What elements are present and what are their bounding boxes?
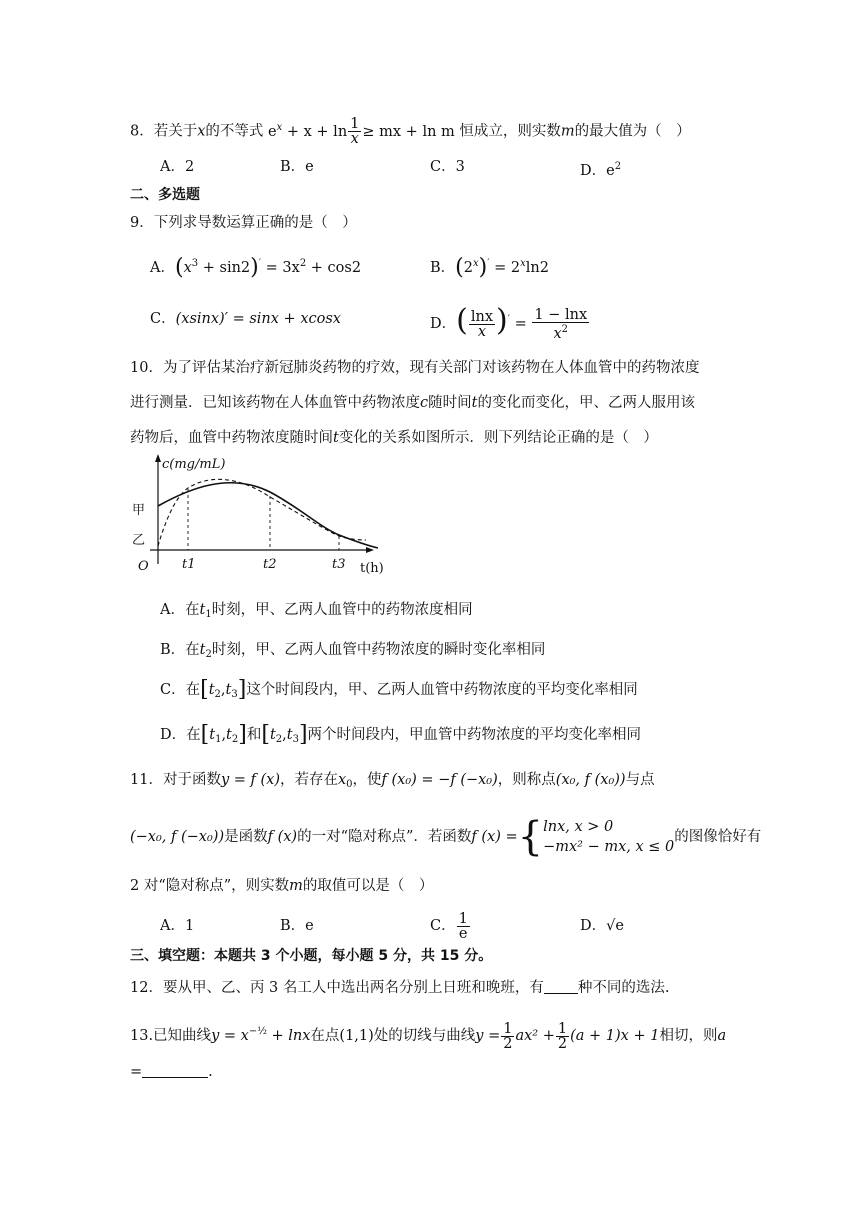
q8-option-b[interactable]: B．e — [280, 159, 314, 175]
q8-number: 8． — [130, 123, 154, 140]
q8-text: 恒成立，则实数 — [459, 123, 561, 140]
series-label-yi: 乙 — [132, 533, 146, 548]
q8-var-x: x — [197, 123, 206, 140]
concentration-chart — [130, 452, 390, 580]
q11-stem-line1: 11．对于函数y = f (x)，若存在$x_0$，使f (x₀) = −f (−x₀)，则称点(x₀, f (x₀))与点 — [130, 772, 655, 790]
q10-stem-line1: 10．为了评估某治疗新冠肺炎药物的疗效，现有关部门对该药物在人体血管中的药物浓度 — [130, 360, 700, 376]
q13-stem: 13.已知曲线$y = x^{-\frac{1}{2}} + \ln x$在点(1,1)处的切线与曲线y = $\frac{1}{2}$ ax² + $\frac{1}{2}$ (a + 1)x + 1相切，则a — [130, 1020, 727, 1052]
q8-option-c[interactable]: C．3 — [430, 159, 465, 175]
x-axis-arrow — [366, 547, 374, 553]
q9-stem: 9．下列求导数运算正确的是（ ） — [130, 215, 357, 231]
series-label-jia: 甲 — [132, 503, 146, 518]
q9-option-b[interactable]: B．$(2^x)' = 2^x\ln 2$ — [430, 255, 549, 280]
q11-option-c[interactable]: C． $\frac{1}{e}$ — [430, 910, 468, 942]
q11-option-d[interactable]: D．√e — [580, 918, 624, 934]
q9-option-c[interactable]: C．(xsinx)′ = sinx + xcosx — [150, 311, 341, 327]
section-title-fill: 三、填空题：本题共 3 个小题，每小题 5 分，共 15 分。 — [130, 948, 493, 964]
q11-option-a[interactable]: A．1 — [160, 918, 195, 934]
q11-stem-line2: (−x₀, f (−x₀))是函数f (x)的一对“隐对称点”．若函数f (x) ={ lnx, x > 0 −mx² − mx, x ≤ 0 的图像恰好有 — [130, 814, 762, 860]
q10-option-b[interactable]: B．在$t_2$时刻，甲、乙两人血管中药物浓度的瞬时变化率相同 — [160, 642, 546, 660]
q13-answer-line: = . — [130, 1064, 213, 1080]
q8-text: 的最大值为（ ） — [574, 123, 691, 140]
q8-text: 若关于 — [153, 123, 198, 140]
series-yi-curve — [158, 479, 366, 546]
tick-label-t1: t1 — [182, 557, 196, 572]
q12-answer-blank[interactable] — [544, 979, 578, 994]
origin-label: O — [138, 559, 149, 574]
x-axis-label: t(h) — [360, 561, 384, 576]
q8-option-d[interactable]: D．$e^2$ — [580, 161, 622, 179]
q11-option-b[interactable]: B．e — [280, 918, 314, 934]
q9-option-a[interactable]: A．$(x^3 + \sin 2)' = 3x^2 + \cos 2$ — [150, 255, 362, 280]
q13-answer-blank[interactable] — [142, 1063, 208, 1078]
y-axis-label: c(mg/mL) — [162, 457, 226, 472]
q12-stem: 12．要从甲、乙、丙 3 名工人中选出两名分别上日班和晚班，有 种不同的选法. — [130, 980, 670, 996]
q8-text: 的不等式 — [205, 123, 264, 140]
q10-stem-line2: 进行测量．已知该药物在人体血管中药物浓度c随时间t的变化而变化，甲、乙两人服用该 — [130, 395, 695, 411]
q10-option-a[interactable]: A．在$t_1$时刻，甲、乙两人血管中的药物浓度相同 — [160, 602, 473, 620]
q8-stem — [130, 117, 691, 146]
y-axis-arrow — [155, 454, 161, 462]
q11-stem-line3: 2 对“隐对称点”，则实数m的取值可以是（ ） — [130, 878, 434, 894]
section-title-multi: 二、多选题 — [130, 187, 200, 203]
q10-stem-line3: 药物后，血管中药物浓度随时间t变化的关系如图所示．则下列结论正确的是（ ） — [130, 430, 658, 446]
tick-label-t2: t2 — [263, 557, 277, 572]
q10-option-c[interactable]: C．在$[t_2,t_3]$这个时间段内，甲、乙两人血管中药物浓度的平均变化率相同 — [160, 677, 638, 702]
q8-option-a[interactable]: A．2 — [160, 159, 195, 175]
tick-label-t3: t3 — [332, 557, 346, 572]
q9-option-d[interactable]: D．( $\frac{\ln x}{x}$ )′ = $\frac{1 - \ln x}{x^2}$ — [430, 303, 588, 342]
q8-inequality: $e^x + x + \ln$ $\frac{1}{x}$ ≥ mx + ln m — [268, 116, 455, 147]
q10-option-d[interactable]: D．在$[t_1,t_2]$和$[t_2,t_3]$两个时间段内，甲血管中药物浓度的平均变化率相同 — [160, 722, 642, 747]
q8-var-m: m — [560, 123, 575, 140]
